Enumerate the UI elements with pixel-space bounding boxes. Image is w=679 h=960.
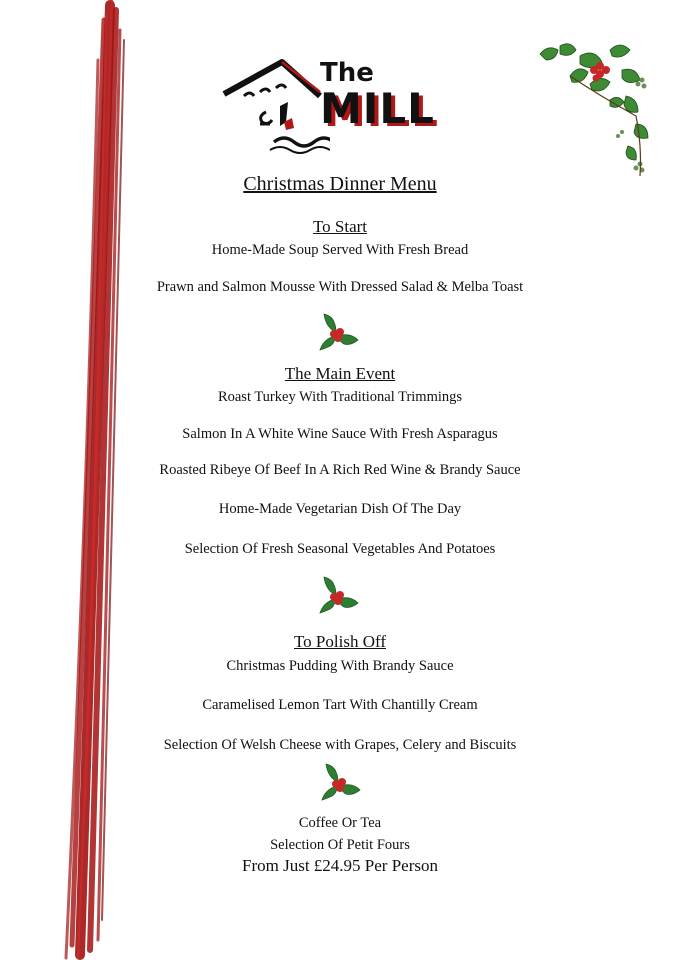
footer-petit-fours: Selection Of Petit Fours (270, 837, 410, 853)
menu-item: Home-Made Vegetarian Dish Of The Day (218, 501, 462, 517)
footer-price: From Just £24.95 Per Person (242, 856, 438, 875)
menu-title: Christmas Dinner Menu (243, 173, 437, 195)
holly-sprig-icon (316, 573, 360, 617)
section-heading-start: To Start (312, 217, 368, 236)
holly-sprig-icon (318, 760, 362, 804)
section-heading-main: The Main Event (284, 364, 396, 383)
menu-item: Home-Made Soup Served With Fresh Bread (211, 242, 469, 258)
menu-item: Christmas Pudding With Brandy Sauce (226, 658, 454, 674)
section-heading-dessert: To Polish Off (293, 632, 386, 651)
footer-coffee: Coffee Or Tea (298, 815, 382, 831)
menu-item: Selection Of Welsh Cheese with Grapes, Celery and Biscuits (163, 737, 517, 753)
logo-the-text: The (320, 58, 374, 88)
menu-item: Prawn and Salmon Mousse With Dressed Salad & Melba Toast (156, 279, 524, 295)
menu-item: Salmon In A White Wine Sauce With Fresh Asparagus (182, 426, 498, 442)
menu-item: Roast Turkey With Traditional Trimmings (217, 389, 463, 405)
menu-item: Caramelised Lemon Tart With Chantilly Cream (202, 697, 478, 713)
menu-item: Selection Of Fresh Seasonal Vegetables And Potatoes (184, 541, 496, 557)
logo-mill-text: MILL (320, 84, 435, 133)
menu-item: Roasted Ribeye Of Beef In A Rich Red Wine & Brandy Sauce (159, 462, 521, 478)
holly-sprig-icon (316, 310, 360, 354)
